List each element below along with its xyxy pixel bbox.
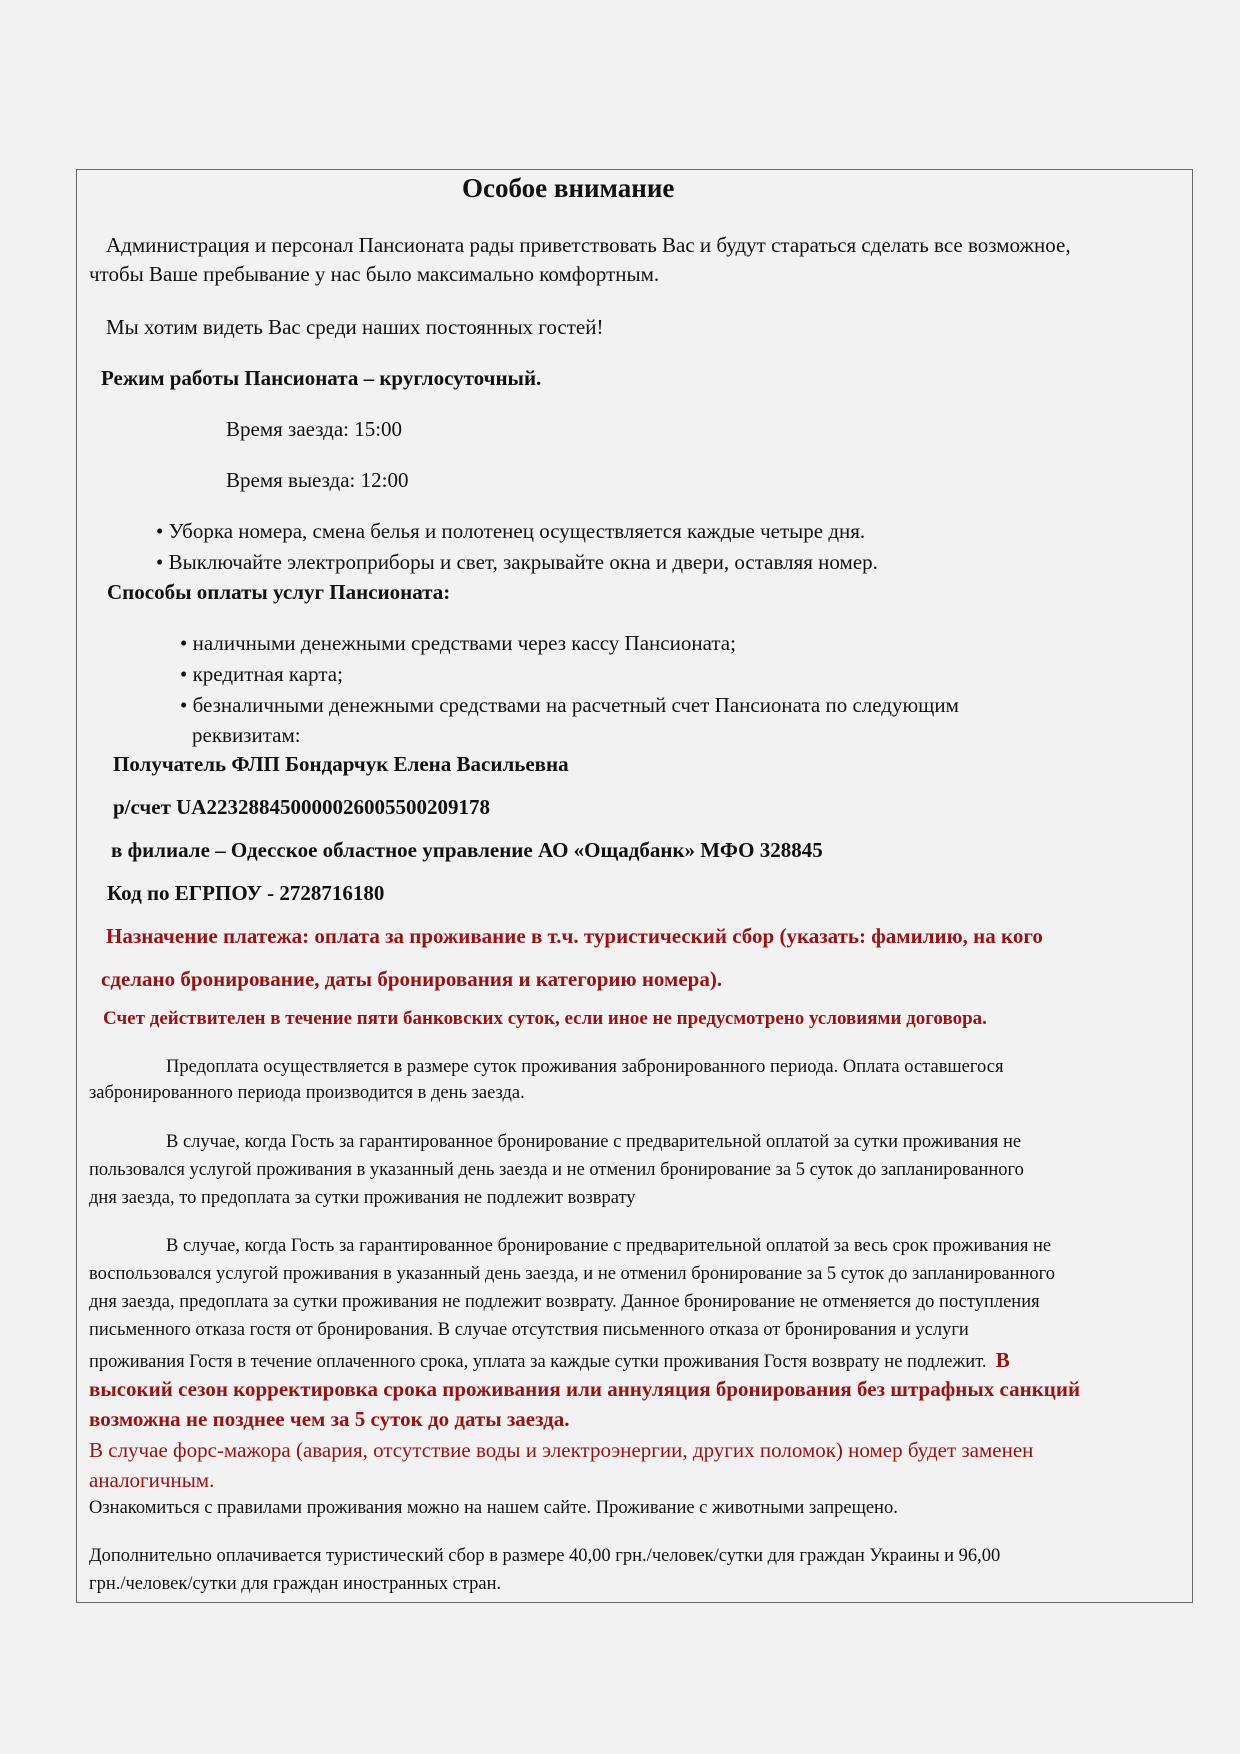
force-majeure-line-1: В случае форс-мажора (авария, отсутствие воды и электроэнергии, других поломок) номер будет заменен [89, 1438, 1034, 1462]
payment-method-transfer-line-1: • безналичными денежными средствами на расчетный счет Пансионата по следующим [180, 693, 959, 717]
intro-line-2: чтобы Ваше пребывание у нас было максимально комфортным. [89, 262, 660, 286]
requisites-account: р/счет UA223288450000026005500209178 [113, 795, 490, 819]
prepayment-line-2: забронированного периода производится в день заезда. [89, 1083, 525, 1103]
case2-line-2: воспользовался услугой проживания в указанный день заезда, и не отменил бронирование за 5 суток до запланированного [89, 1264, 1056, 1284]
payment-method-transfer-line-2: реквизитам: [192, 723, 301, 747]
payment-method-card: • кредитная карта; [180, 662, 343, 686]
rule-item-electricity: • Выключайте электроприборы и свет, закрывайте окна и двери, оставляя номер. [156, 550, 878, 574]
case1-line-3: дня заезда, то предоплата за сутки проживания не подлежит возврату [89, 1188, 636, 1208]
requisites-edrpou: Код по ЕГРПОУ - 2728716180 [107, 881, 385, 905]
checkin-time: Время заезда: 15:00 [226, 417, 403, 441]
case1-line-1: В случае, когда Гость за гарантированное бронирование с предварительной оплатой за сутки проживания не [166, 1132, 1022, 1152]
requisites-branch: в филиале – Одесское областное управление АО «Ощадбанк» МФО 328845 [111, 838, 823, 862]
case2-line-5-text: проживания Гостя в течение оплаченного срока, уплата за каждые сутки проживания Гостя возврату не подлежит. [89, 1352, 987, 1372]
payment-purpose-line-1: Назначение платежа: оплата за проживание в т.ч. туристический сбор (указать: фамилию, на кого [106, 924, 1043, 948]
prepayment-line-1: Предоплата осуществляется в размере суток проживания забронированного периода. Оплата оставшегося [166, 1057, 1004, 1077]
rules-site-text: Ознакомиться с правилами проживания можно на нашем сайте. Проживание с животными запрещено. [89, 1498, 898, 1518]
case2-line-6: высокий сезон корректировка срока проживания или аннуляция бронирования без штрафных санкций [89, 1377, 1081, 1401]
work-mode-text: Режим работы Пансионата – круглосуточный. [101, 366, 542, 390]
tourist-tax-line-1: Дополнительно оплачивается туристический сбор в размере 40,00 грн./человек/сутки для граждан Украины и 96,00 [89, 1546, 1001, 1566]
case2-line-5-highlight: В [995, 1348, 1010, 1372]
payment-heading: Способы оплаты услуг Пансионата: [107, 580, 451, 604]
payment-purpose-line-2: сделано бронирование, даты бронирования и категорию номера). [101, 967, 723, 991]
intro-line-1: Администрация и персонал Пансионата рады приветствовать Вас и будут стараться сделать все возможное, [106, 233, 1071, 257]
case2-line-5 [89, 1348, 1010, 1373]
payment-method-cash: • наличными денежными средствами через кассу Пансионата; [180, 631, 736, 655]
force-majeure-line-2: аналогичным. [89, 1468, 215, 1492]
case2-line-1: В случае, когда Гость за гарантированное бронирование с предварительной оплатой за весь срок проживания не [166, 1236, 1052, 1256]
page-title: Особое внимание [462, 173, 675, 203]
case1-line-2: пользовался услугой проживания в указанный день заезда и не отменил бронирование за 5 суток до запланированного [89, 1160, 1024, 1180]
case2-line-4: письменного отказа гостя от бронирования. В случае отсутствия письменного отказа от бронирования и услуги [89, 1320, 969, 1340]
checkout-time: Время выезда: 12:00 [226, 468, 409, 492]
case2-line-3: дня заезда, предоплата за сутки проживания не подлежит возврату. Данное бронирование не отменяется до поступления [89, 1292, 1040, 1312]
rule-item-cleaning: • Уборка номера, смена белья и полотенец осуществляется каждые четыре дня. [156, 519, 866, 543]
wish-text: Мы хотим видеть Вас среди наших постоянных гостей! [106, 315, 604, 339]
invoice-validity-text: Счет действителен в течение пяти банковских суток, если иное не предусмотрено условиями договора. [103, 1008, 987, 1029]
tourist-tax-line-2: грн./человек/сутки для граждан иностранных стран. [89, 1574, 502, 1594]
case2-line-7: возможна не позднее чем за 5 суток до даты заезда. [89, 1407, 570, 1431]
requisites-recipient: Получатель ФЛП Бондарчук Елена Васильевна [113, 752, 569, 776]
